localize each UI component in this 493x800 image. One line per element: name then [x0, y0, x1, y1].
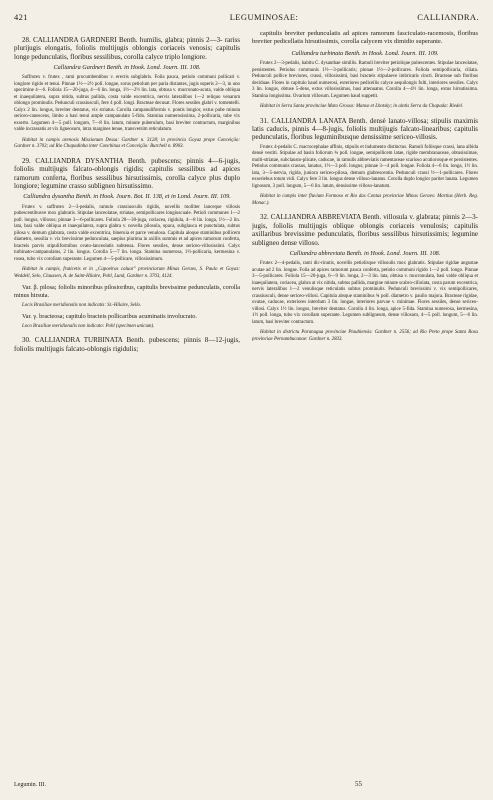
species-heading: 29. CALLIANDRA DYSANTHA Benth. pubescens; pinnis 4—6-jugis, foliolis multijugis falcato-oblongis rigidis; capitulis sessilibus ad apices ramorum conferta, floribus sessilibus hirsutissimis, corolla calyce plus duplo longiore; legumine crasso subligneo hirsutissimo.	[14, 156, 240, 191]
habitat-note: Habitat in campis, fruticetis et in „Capoeiras caluar" provinciarum Minas Geraes, S. Paulo et Goyaz: Weddell, Selo, Claussen, A. de Saint-Hilaire, Pohl, Lund, Gardner n. 3703, 4124.	[14, 267, 240, 279]
description: Suffrutex v. frutex , rami procumbentibus v. erectis subglabris. Folia pauca, petiolo communi pollicari v. longiore rigido et tenui. Pinnae 1½—2½ poll. longae, sorus petiolum per paria distantes, jugis superis 2—3, in uno specimine 4—6. Foliola 15—20-juga, 4—6 lin. longa, 1½—2½ lin. lata, obtusa v. mucronato-acuta, valde obliqua et inaequilatera, supra nitida, subtus pallida, costa valde excentrica, nervis lateralibus 1—2 reliquo venarum oblongo prominulis. Pedunculi crassiusculi, fere 4 poll. longi. Bracteae decusat. Flores sessiles glabri v. tomentelli. Calyx 2 lin. longus, breviter dentatus, vix striatus. Corolla campanuliformis v. pontis longior, extus pube minuta sericeo-canescens, limbo a basi tenui ample campanulato 5-fido. Stamina numerosissima, 2-pollicaria, tube vix exserto. Legumen 4—5 poll. longum, 7—8 lin. latum, minute puberulum, basi breviter contractum, marginibus valde incrassatis at vix ligneosum, intra margines tenue, transversim reticulatum.	[14, 75, 240, 133]
family-title: LEGUMINOSAE:	[229, 12, 299, 22]
description: Frutex 2—4-pedalis, rami dic-rinutis, novellis petiolisque villosulis mox glabratis. Stipulae rigidae angustae acutae ad 2 lin. longae. Folia ad apices ramorum pauca conferta, petiolo communi rigido 1—2 poll. longo. Pinnae 3—5-pollicares. Foliola 15—20-juga, 6—9 lin. longa, 2—3 lin. lata, obtusa v. mucronulata, basi valde obliqua et inaequilatera, coriacea, glabra at vix nitida, subtus pallida, margine minute scabro-ciliolata, costa parum excentrica, nervis lateralibus 1—2 venulisque reticulatis subtus prominulis. Pedunculi brevissimi v. vix semipollicares, crassiusculi, dense sericeo-villosi. Capitula absque staminibus ¾ poll. diametro v. paullo majora. Bracteae rigidae, ovatae, caducae, exteriores interdum 3 lin. longae, interiores parvae v. minimae. Flores sessiles, dense sericeo-villosi. Calyx 1½ lin. longus, breviter dentatus. Corolla 4 lin. longa, apice 5-fida. Stamina numerosa, kermesina, 1½ poll. longa, tubo vix corollam superante. Legumen subligneum, dense villosum, 4—5 poll. longum, 5—6 lin. latum, basi breviter contractum.	[252, 261, 478, 325]
synonym-citation: Calliandra abbreviata Benth. in Hook. Lond. Journ. III. 108.	[289, 249, 441, 257]
habitat-note: Habitat in districtu Paranagua provinciae Piauhiensis: Gardner n. 2556; ad Rio Preto prope Santa Rosa provinciae Pernambucanae: Gardner n. 2833.	[252, 330, 478, 342]
species-heading: 28. CALLIANDRA GARDNERI Benth. humilis, glabra; pinnis 2—3- rariss plurijugis elongatis, foliolis multijugis oblongis coriaceis venosis; capitulis longe pedunculatis, floribus sessilibus, corolla calyce triplo longiore.	[14, 36, 240, 61]
habitat-note: Habitat in campis inter fluvium Formoso et Rio das Contas provinciae Minas Geraes: Martius (Herb. Reg. Monac.).	[252, 194, 478, 206]
species-heading: 31. CALLIANDRA LANATA Benth. densè lanato-villosa; stipulis maximis latis caducis, pinnis 4—8-jugis, foliolis multijugis falcato-linearibus; capitulis pedunculatis, floribus leguminibusque densissime sericeo-villosis.	[252, 116, 478, 142]
genus-title: CALLIANDRA.	[417, 12, 479, 22]
synonym-citation: Calliandra Gardneri Benth. in Hook. Lond. Journ. III. 108.	[53, 64, 201, 72]
habitat-note: Habitat in Serra Santa provinciae Mato Grosso: Manso et Lhotsky; in aintis Serra da Chapada: Riedel.	[260, 104, 464, 110]
description: Frutex 2—3-pedalis, habitu C. dysanthae simillis. Ramuli breviter petiolique pubescentes. Stipulae lanceolatae, persistentes. Petiolus communis 1½—3-pollicaris; pinnae 1½—2-pollicares. Foliola semipollicaria, ciliata. Pedunculi pollice breviores, crassi, villosissimi, basi bracteis stipulaeve imbricatis cincti. Bracteae sub floribus deciduae. Flores in capitulo haud numerosi, exteriores pedicellis calyce aequilongis fulti, interiores sessiles. Calyx 3 lin. longus, obtuse 5-dens, extus villosissimus, basi attenuatus. Corolla 4—4½ lin. longa, extus hirsutissima. Stamina longissima. Ovarium villosum. Legumen haud suppetit.	[252, 61, 478, 99]
variety-note: Var. γ. bracteosa; capitulo bracteis pollicaribus acuminatis involucrato.	[22, 313, 197, 321]
description: Frutex 4-pedalis C. macrocephalae affinis, stipulis et indumento distinctus. Ramuli foliisque crassi, lana albida densè vestiti. Stipulae ad basin foliorum ¾ poll. longae, semipollicem latae, rigide membranaceae, obtusissimae, multi-striatae, subclausto-plicate, caducae, in ramulis abbreviatis ramentaceae scarioso acutiorosque et persistentes. Petiolus communis crassus, lanatus, 1½—3 poll. longus; pinnae 3—4 poll. longae. Foliola 4—6 lin. longa, 1½ lin. lata, 3—5-nervia, rigida, juniora sericeo-pilosa, demum glabrescentia. Pedunculi crassi ½—1-pollicares. Flores exseriebus totum vidi. Calyx fere 3 lin. longus dense villoso-lanatus. Corolla duplo longior pariter lanata. Legumen lignosum, 3 poll. longum, 5—6 lin. latum, densissime villoso-lanatum.	[252, 144, 478, 189]
variety-note: Var. β. pilosa; foliolis minoribus pilosioribus, capitulis brevissime pedunculatis, corolla minus hirsuta.	[14, 284, 240, 299]
page-number: 421	[14, 12, 28, 22]
synonym-citation: Calliandra dysantha Benth. in Hook. Journ. Bot. II. 138, et in Lond. Journ. III. 109.	[23, 193, 231, 201]
description: Frutex v. suffrutex 2—3-pedalis, ramulo crassiusculis rigidis, novellis molliter lanceque villosis pubescentibusve mox glabratis. Stipulae lanceolatae, striatae, semipollicares longiuscuale. Petioli communes 1—2 poll. longus, villosus; pinnae 3—6-pollicares. Foliola 20—30-juga, coriacea, rigidula, 4—8 lin. longa, 1½—2 lin. lata, basi valde obliqua et inaequilatera, supra glabra v. novella pilosula, opaca, subglauca et punctulata, subtus pilosa v. demum glabrata, costa valde excentrica, bineruia et parce venulosa. Capitula aloque staminibus pollicem diametro, sessilia v. vix brevissime pedunculata, saepius plurima in axillis summis et ad apices ramorum conferta, bracteis parvis stipuliformibus ovato-lanceolatis subtensa. Flores sessiles, dense sericeo-villosissimi. Calyx turbinato-campanulatus, 2 lin. longus. Corolla 5—7 lin. longa. Stamina numerosa, 1½-pollicaria, kermesina v. rosea, tubo vix corollam superante. Legumen 4—5-pollicare, villosissimum.	[14, 204, 240, 262]
habitat-note: Habitat in campis arenosis Missionum Dessa: Gardner n. 3128; in provincia Goyaz prope Conceição: Gardner n. 3703; ad Rio Chapadinha inter Conchinas et Conceição: Burchell n. 8903.	[14, 137, 240, 150]
species-heading: 30. CALLIANDRA TURBINATA Benth. pubescens; pinnis 8—12-jugis, foliolis multijugis falcato-oblongis rigidulis;	[14, 336, 240, 353]
left-column	[14, 30, 240, 782]
sheet-signature: Legumin. III.	[14, 782, 47, 788]
habitat-note: Loco Brasiliae meridionalis non indicato: Pohl (specimen unicum).	[22, 323, 155, 329]
species-heading: 32. CALLIANDRA ABBREVIATA Benth. villosula v. glabrata; pinnis 2—3-jugis, foliolis multijugis oblique oblongis coriaceis venulosis; capitulis axillaribus brevissime pedunculatis, floribus sessilibus hirsutissimis; legumine subligneo dense villoso.	[252, 213, 478, 247]
continued-diagnosis: capitulis breviter pedunculatis ad apices ramorum fasciculato-racemosis, floribus breviter pedicellatis hirsutissimis, corolla calycem vix dimidio superante.	[252, 30, 478, 45]
synonym-citation: Calliandra turbinata Benth. in Hook. Lond. Journ. III. 109.	[291, 50, 439, 57]
running-head	[14, 12, 479, 26]
right-column	[252, 30, 478, 782]
habitat-note: Locis Brasiliae meridionalis non indicatis: St.-Hilaire, Sello.	[22, 302, 142, 308]
sheet-number: 55	[355, 780, 362, 788]
